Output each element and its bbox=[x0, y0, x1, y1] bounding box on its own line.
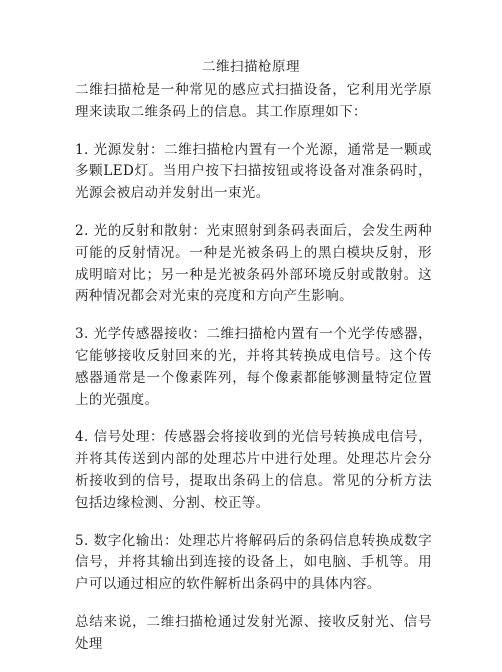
paragraph-light-emission: 1. 光源发射：二维扫描枪内置有一个光源，通常是一颗或多颗LED灯。当用户按下扫描按钮或将设备对准条码时，光源会被启动并发射出一束光。 bbox=[75, 141, 432, 202]
paragraph-intro: 二维扫描枪是一种常见的感应式扫描设备，它利用光学原理来读取二维条码上的信息。其工作原理如下： bbox=[75, 82, 432, 120]
document-body bbox=[75, 80, 432, 672]
document-title: 二维扫描枪原理 bbox=[202, 59, 300, 75]
paragraph-signal-processing: 4. 信号处理：传感器会将接收到的光信号转换成电信号，并将其传送到内部的处理芯片中进行处理。处理芯片会分析接收到的信号，提取出条码上的信息。常见的分析方法包括边缘检测、分割、校正等。 bbox=[75, 429, 432, 511]
paragraph-reflection: 2. 光的反射和散射：光束照射到条码表面后，会发生两种可能的反射情况。一种是光被条码上的黑白模块反射，形成明暗对比；另一种是光被条码外部环境反射或散射。这两种情况都会对光束的亮度和方向产生影响。 bbox=[75, 222, 432, 305]
paragraph-summary: 总结来说，二维扫描枪通过发射光源、接收反射光、信号处理 bbox=[75, 613, 432, 652]
paragraph-digital-output: 5. 数字化输出：处理芯片将解码后的条码信息转换成数字信号，并将其输出到连接的设备上，如电脑、手机等。用户可以通过相应的软件解析出条码中的具体内容。 bbox=[75, 532, 432, 593]
paragraph-sensor: 3. 光学传感器接收：二维扫描枪内置有一个光学传感器，它能够接收反射回来的光，并将其转换成电信号。这个传感器通常是一个像素阵列，每个像素都能够测量特定位置上的光强度。 bbox=[75, 326, 432, 408]
